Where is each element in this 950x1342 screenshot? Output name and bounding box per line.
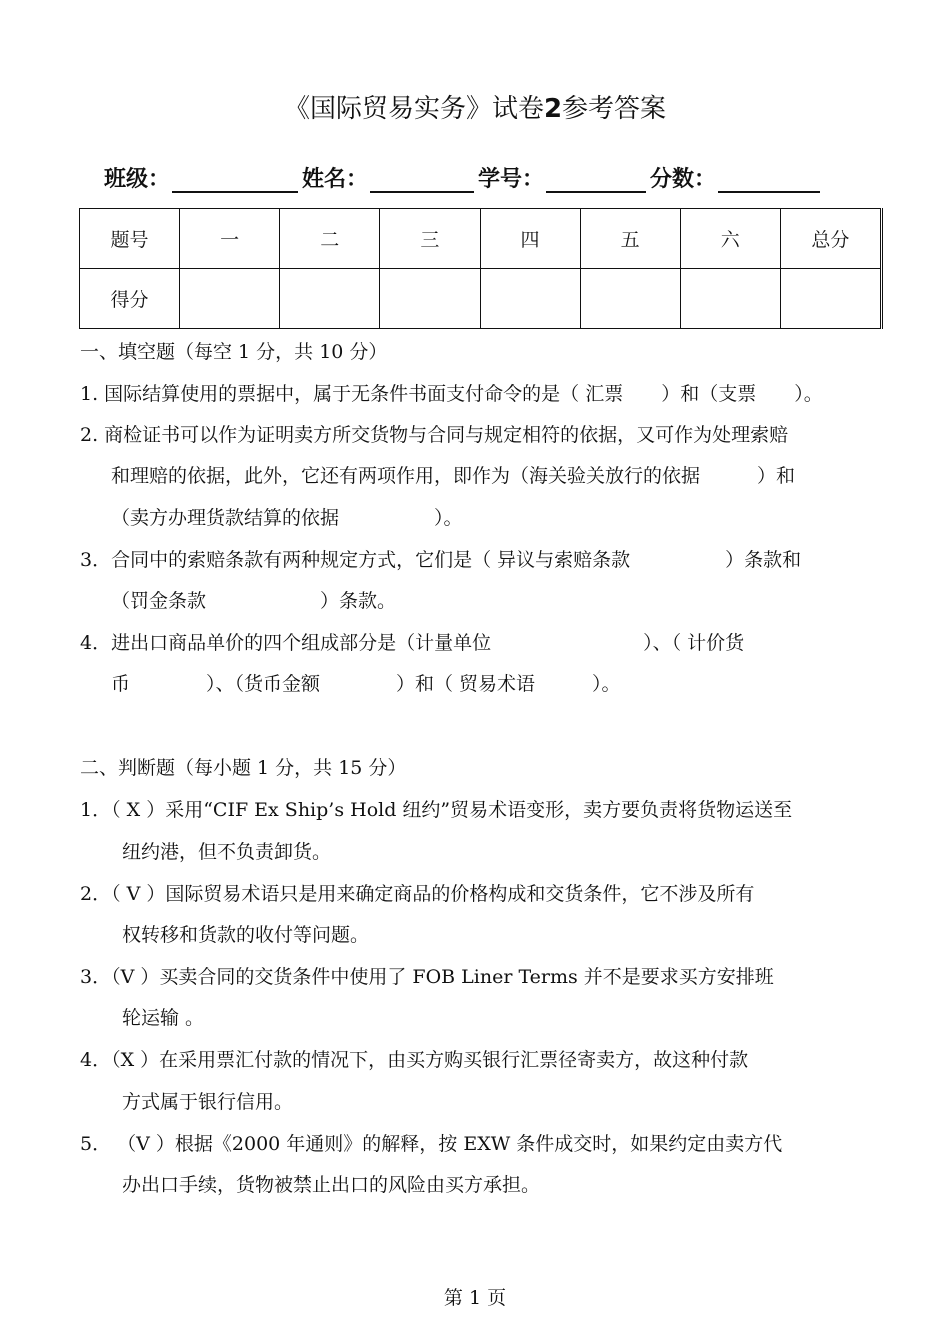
fill-question-2-line1: 2. 商检证书可以作为证明卖方所交货物与合同与规定相符的依据，又可作为处理索赔: [80, 424, 789, 446]
judge-question-2-line2: 权转移和货款的收付等问题。: [122, 924, 370, 946]
score-cell[interactable]: [380, 269, 480, 329]
score-cell[interactable]: [180, 269, 280, 329]
header-cell: 总分: [780, 209, 881, 269]
page-footer: 第 1 页: [443, 1287, 507, 1309]
fill-question-2-line2: 和理赔的依据，此外，它还有两项作用，即作为（海关验关放行的依据 ）和: [111, 465, 796, 487]
score-table-score-row: [80, 269, 882, 329]
judge-question-4-line2: 方式属于银行信用。: [122, 1091, 294, 1113]
class-field[interactable]: [172, 165, 298, 193]
score-label: 分数：: [650, 167, 717, 192]
score-cell[interactable]: [280, 269, 380, 329]
header-cell: 题号: [80, 209, 180, 269]
score-table: [79, 208, 883, 329]
judge-question-5-line2: 办出口手续，货物被禁止出口的风险由买方承担。: [122, 1174, 541, 1196]
judge-question-2-line1: 2．（ V ）国际贸易术语只是用来确定商品的价格构成和交货条件，它不涉及所有: [80, 883, 755, 905]
header-cell: 二: [280, 209, 380, 269]
student-info-line: [104, 162, 824, 193]
judge-question-4-line1: 4．（X ）在采用票汇付款的情况下，由买方购买银行汇票径寄卖方，故这种付款: [80, 1049, 749, 1071]
fill-question-4-line1: 4．进出口商品单价的四个组成部分是（计量单位 ）、（ 计价货: [80, 632, 745, 654]
score-cell[interactable]: [580, 269, 680, 329]
name-field[interactable]: [370, 165, 474, 193]
score-field[interactable]: [718, 165, 820, 193]
score-cell[interactable]: [480, 269, 580, 329]
title-number: 2: [543, 94, 563, 124]
student-id-label: 学号：: [478, 167, 545, 192]
class-label: 班级：: [104, 167, 171, 192]
score-cell[interactable]: [680, 269, 780, 329]
section2-heading: 二、判断题（每小题 1 分，共 15 分）: [80, 757, 407, 779]
header-cell: 六: [680, 209, 780, 269]
score-table-header-row: [80, 209, 882, 269]
header-cell: 一: [180, 209, 280, 269]
judge-question-1-line1: 1．（ X ）采用“CIF Ex Ship’s Hold 纽约”贸易术语变形，卖方要负责将货物运送至: [80, 799, 793, 821]
score-cell[interactable]: [780, 269, 881, 329]
row-label-cell: 得分: [80, 269, 180, 329]
fill-question-4-line2: 币 ）、（货币金额 ）和（ 贸易术语 ）。: [111, 673, 621, 695]
name-label: 姓名：: [302, 167, 369, 192]
fill-question-3-line2: （罚金条款 ）条款。: [111, 590, 397, 612]
judge-question-1-line2: 纽约港，但不负责卸货。: [122, 841, 332, 863]
judge-question-3-line2: 轮运输 。: [122, 1007, 205, 1029]
header-cell: 五: [580, 209, 680, 269]
judge-question-5-line1: 5． （V ）根据《2000 年通则》的解释，按 EXW 条件成交时，如果约定由卖方代: [80, 1133, 783, 1155]
judge-question-3-line1: 3．（V ）买卖合同的交货条件中使用了 FOB Liner Terms 并不是要求买方安排班: [80, 966, 774, 988]
title-text-2: 参考答案: [562, 94, 667, 124]
header-cell: 三: [380, 209, 480, 269]
section1-heading: 一、填空题（每空 1 分，共 10 分）: [80, 341, 388, 363]
title-text-1: 《国际贸易实务》试卷: [283, 94, 544, 124]
student-id-field[interactable]: [546, 165, 646, 193]
page-title: [0, 88, 950, 125]
fill-question-1: 1. 国际结算使用的票据中，属于无条件书面支付命令的是（ 汇票 ）和（支票 ）。: [80, 383, 823, 405]
fill-question-2-line3: （卖方办理货款结算的依据 ）。: [111, 507, 463, 529]
header-cell: 四: [480, 209, 580, 269]
fill-question-3-line1: 3．合同中的索赔条款有两种规定方式，它们是（ 异议与索赔条款 ）条款和: [80, 549, 802, 571]
